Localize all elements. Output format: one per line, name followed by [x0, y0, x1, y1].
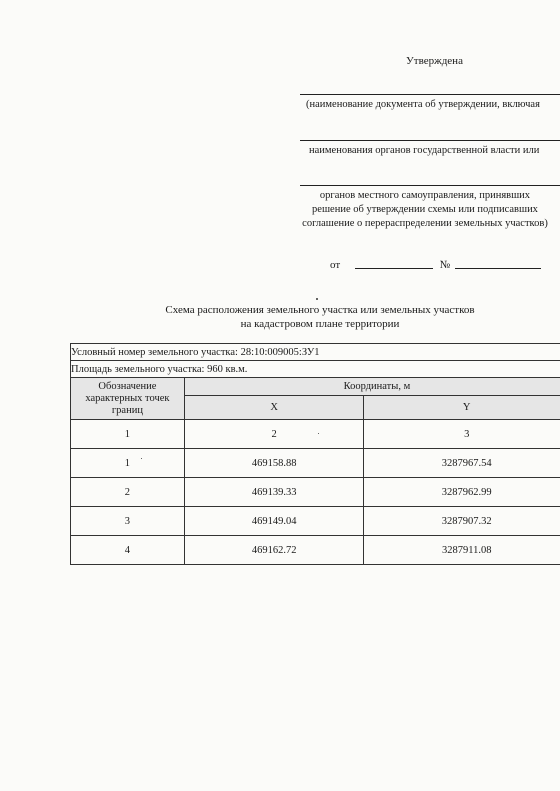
- coord-y: 3287967.54: [364, 449, 560, 478]
- col-coords-header: Координаты, м: [184, 378, 560, 396]
- point-id: 4: [71, 536, 185, 565]
- date-label: от: [330, 259, 341, 271]
- scan-speck: [316, 298, 318, 300]
- table-row: [71, 478, 560, 507]
- approval-line-1: (наименование документа об утверждении, включая: [306, 99, 540, 110]
- blank-line-1: [300, 94, 560, 95]
- approval-line-2: наименования органов государственной власти или: [309, 145, 540, 156]
- coord-x: 469158.88: [184, 449, 364, 478]
- scheme-title: [120, 303, 520, 331]
- header-row: [71, 378, 560, 396]
- column-number: 3: [364, 420, 560, 449]
- column-number-row: [71, 420, 560, 449]
- point-id: 2: [71, 478, 185, 507]
- blank-line-3: [300, 185, 560, 186]
- col-x-header: X: [184, 396, 364, 420]
- approval-paragraph: органов местного самоуправления, принявших решение об утверждении схемы или подписавших соглашение о перераспределении земельных участков): [302, 190, 548, 229]
- point-id: 3: [71, 507, 185, 536]
- coordinates-table: [70, 343, 560, 565]
- scan-speck: [318, 433, 319, 434]
- approval-title: Утверждена: [406, 55, 463, 67]
- col-y-header: Y: [364, 396, 560, 420]
- number-blank: [455, 268, 541, 269]
- column-number: 1: [71, 420, 185, 449]
- scheme-title-line-2: на кадастровом плане территории: [240, 318, 400, 330]
- column-number: 2: [184, 420, 364, 449]
- table-row: [71, 536, 560, 565]
- date-blank: [355, 268, 433, 269]
- coord-x: 469162.72: [184, 536, 364, 565]
- scan-speck: [141, 458, 142, 459]
- blank-line-2: [300, 140, 560, 141]
- coord-y: 3287907.32: [364, 507, 560, 536]
- col-point-header: Обозначение характерных точек границ: [71, 378, 185, 420]
- scheme-title-line-1: Схема расположения земельного участка или земельных участков: [165, 304, 475, 316]
- number-label: №: [439, 259, 451, 271]
- parcel-area-row: [71, 361, 560, 378]
- coord-x: 469139.33: [184, 478, 364, 507]
- parcel-number: Условный номер земельного участка: 28:10:009005:ЗУ1: [71, 344, 560, 361]
- point-id: 1: [71, 449, 185, 478]
- table-row: [71, 449, 560, 478]
- date-number-row: [330, 259, 541, 271]
- parcel-number-row: [71, 344, 560, 361]
- coord-x: 469149.04: [184, 507, 364, 536]
- parcel-area: Площадь земельного участка: 960 кв.м.: [71, 361, 560, 378]
- coord-y: 3287962.99: [364, 478, 560, 507]
- coord-y: 3287911.08: [364, 536, 560, 565]
- table-row: [71, 507, 560, 536]
